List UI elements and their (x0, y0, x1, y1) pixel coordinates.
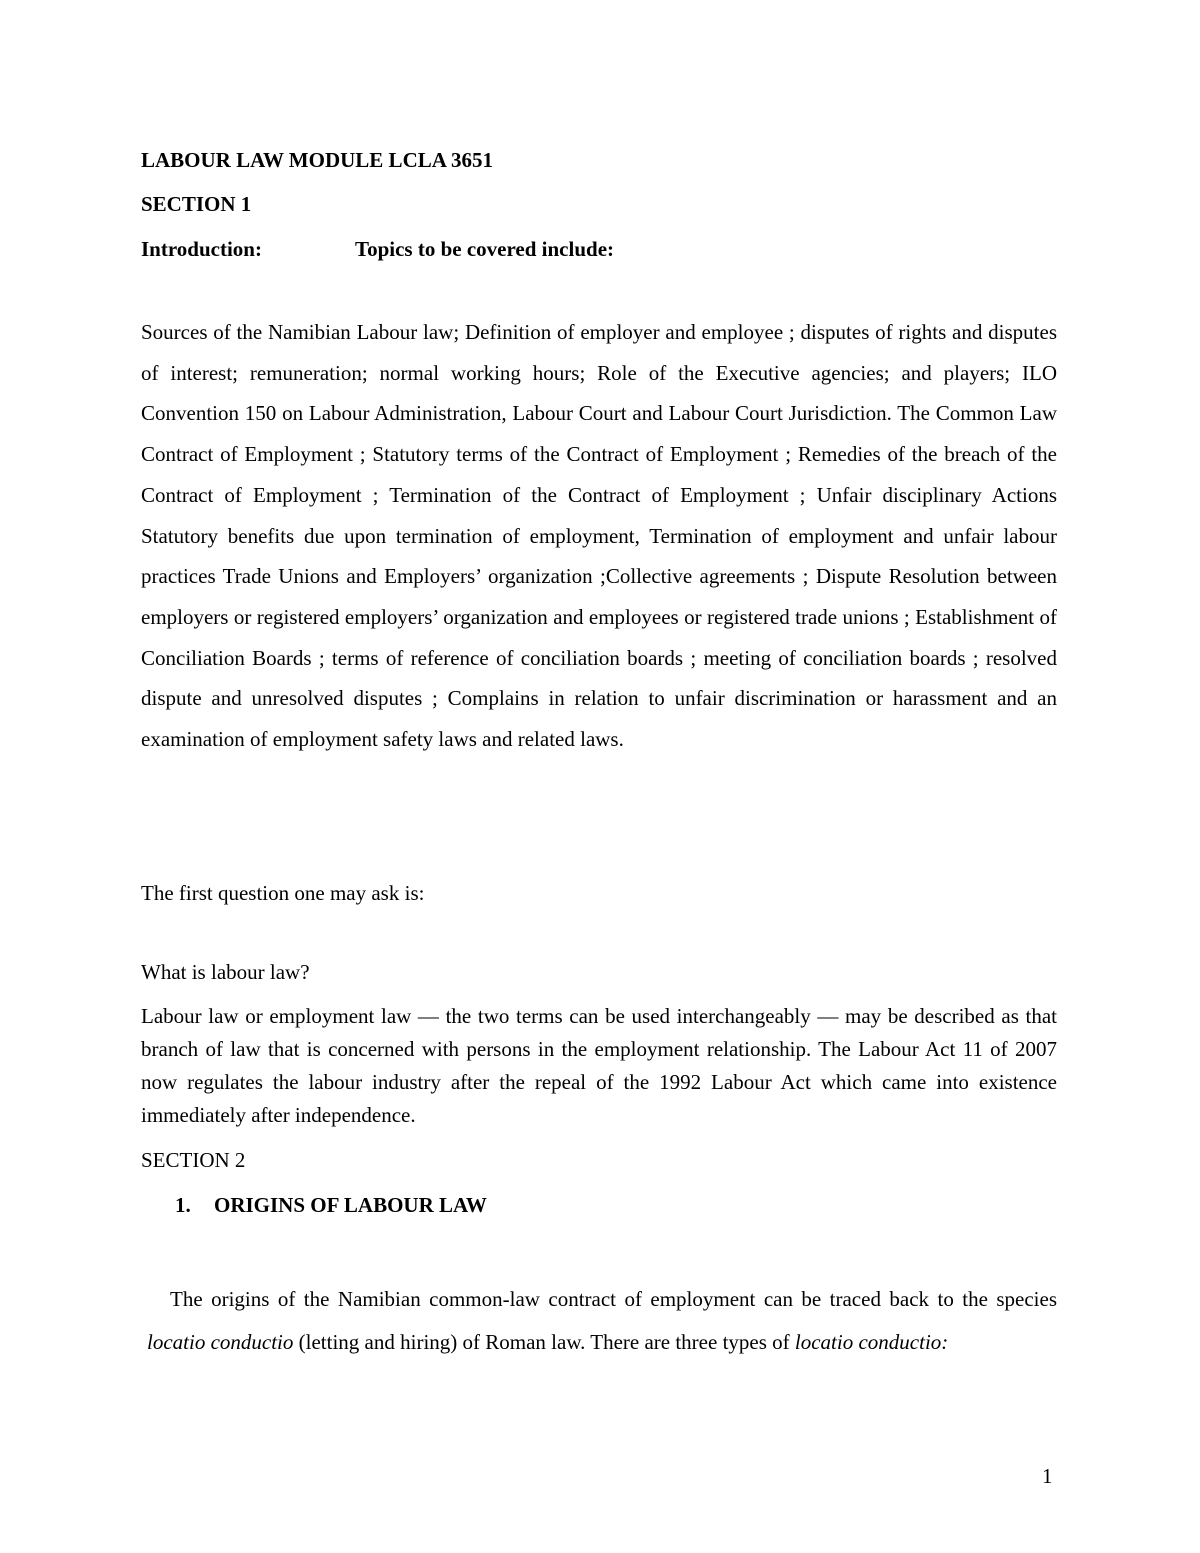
topics-paragraph: Sources of the Namibian Labour law; Definition of employer and employee ; disputes of rights and disputes of interest; remuneration; normal working hours; Role of the Executive agencies; and players; ILO Convention 150 on Labour Administration, Labour Court and Labour Court Jurisdiction. The Common Law Contract of Employment ; Statutory terms of the Contract of Employment ; Remedies of the breach of the Contract of Employment ; Termination of the Contract of Employment ; Unfair disciplinary Actions Statutory benefits due upon termination of employment, Termination of employment and unfair labour practices Trade Unions and Employers’ organization ;Collective agreements ; Dispute Resolution between employers or registered employers’ organization and employees or registered trade unions ; Establishment of Conciliation Boards ; terms of reference of conciliation boards ; meeting of conciliation boards ; resolved dispute and unresolved disputes ; Complains in relation to unfair discrimination or harassment and an examination of employment safety laws and related laws. (141, 320, 1057, 752)
intro-label: Introduction: (141, 237, 262, 261)
origins-paragraph (147, 1278, 1057, 1364)
section-2-heading: SECTION 2 (141, 1148, 246, 1172)
origins-heading: ORIGINS OF LABOUR LAW (214, 1193, 487, 1217)
origins-text-2: (letting and hiring) of Roman law. There are three types of (293, 1330, 795, 1354)
document-title: LABOUR LAW MODULE LCLA 3651 (141, 148, 493, 172)
page-number: 1 (1042, 1464, 1053, 1488)
first-question-text: The first question one may ask is: (141, 881, 425, 905)
what-is-labour-law-question: What is labour law? (141, 960, 310, 984)
intro-topics-label: Topics to be covered include: (355, 237, 615, 261)
definition-paragraph: Labour law or employment law — the two terms can be used interchangeably — may be described as that branch of law that is concerned with persons in the employment relationship. The Labour Act 11 of 2007 now regulates the labour industry after the repeal of the 1992 Labour Act which came into existence immediately after independence. (141, 1004, 1057, 1127)
origins-italic-2: locatio conductio: (794, 1330, 949, 1354)
section-1-heading: SECTION 1 (141, 192, 252, 216)
origins-italic-1: locatio conductio (147, 1330, 294, 1354)
origins-number: 1. (175, 1193, 191, 1217)
origins-text-1: The origins of the Namibian common-law contract of employment can be traced back to the species (170, 1287, 1057, 1311)
